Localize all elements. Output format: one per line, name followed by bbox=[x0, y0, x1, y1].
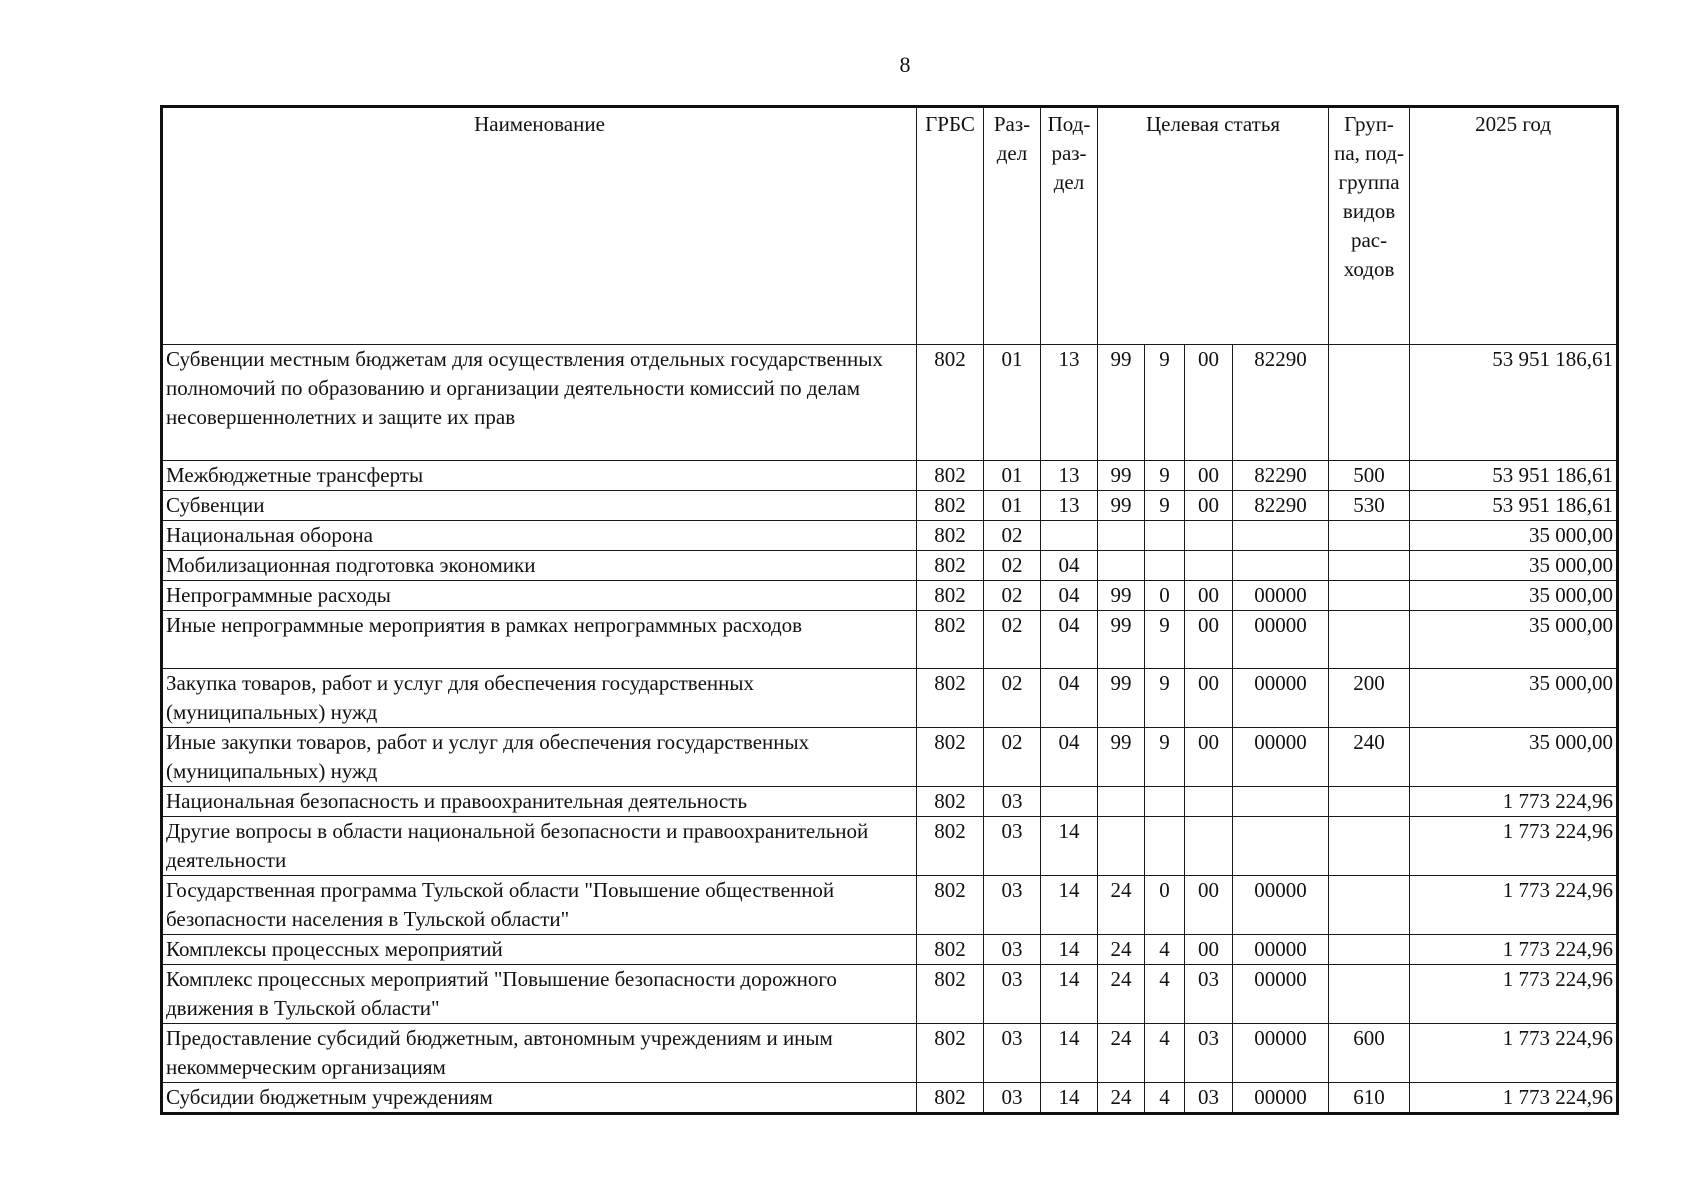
row-expense-group bbox=[1329, 581, 1410, 611]
row-target-program: 99 bbox=[1098, 461, 1145, 491]
header-razdel: Раз- дел bbox=[984, 107, 1041, 345]
row-target-subprogram bbox=[1185, 551, 1233, 581]
row-name: Предоставление субсидий бюджетным, автономным учреждениям и иным некоммерческим организациям bbox=[162, 1024, 917, 1083]
row-podrazdel: 13 bbox=[1041, 491, 1098, 521]
row-target-program: 99 bbox=[1098, 581, 1145, 611]
row-name: Другие вопросы в области национальной безопасности и правоохранительной деятельности bbox=[162, 817, 917, 876]
row-name: Субсидии бюджетным учреждениям bbox=[162, 1083, 917, 1114]
row-grbs: 802 bbox=[917, 876, 984, 935]
row-target-type: 9 bbox=[1145, 669, 1185, 728]
row-target-type bbox=[1145, 551, 1185, 581]
table-row bbox=[162, 1083, 1618, 1114]
row-amount: 1 773 224,96 bbox=[1410, 935, 1618, 965]
row-target-type: 0 bbox=[1145, 876, 1185, 935]
row-amount: 53 951 186,61 bbox=[1410, 491, 1618, 521]
row-expense-group bbox=[1329, 817, 1410, 876]
row-expense-group: 600 bbox=[1329, 1024, 1410, 1083]
row-target-direction: 00000 bbox=[1233, 935, 1329, 965]
row-target-subprogram bbox=[1185, 521, 1233, 551]
row-target-direction: 00000 bbox=[1233, 581, 1329, 611]
row-target-direction: 82290 bbox=[1233, 345, 1329, 461]
row-grbs: 802 bbox=[917, 551, 984, 581]
row-expense-group bbox=[1329, 521, 1410, 551]
page-number: 8 bbox=[899, 52, 911, 77]
row-target-program: 24 bbox=[1098, 1083, 1145, 1114]
row-target-direction: 82290 bbox=[1233, 461, 1329, 491]
row-target-direction: 00000 bbox=[1233, 876, 1329, 935]
row-target-subprogram: 00 bbox=[1185, 728, 1233, 787]
row-podrazdel: 14 bbox=[1041, 1024, 1098, 1083]
row-target-direction bbox=[1233, 817, 1329, 876]
row-name: Закупка товаров, работ и услуг для обеспечения государственных (муниципальных) нужд bbox=[162, 669, 917, 728]
header-podrazdel: Под- раз- дел bbox=[1041, 107, 1098, 345]
row-target-subprogram: 00 bbox=[1185, 581, 1233, 611]
header-row bbox=[162, 107, 1618, 345]
row-target-program: 24 bbox=[1098, 935, 1145, 965]
row-amount: 1 773 224,96 bbox=[1410, 817, 1618, 876]
table-row bbox=[162, 669, 1618, 728]
row-target-direction bbox=[1233, 551, 1329, 581]
row-name: Субвенции местным бюджетам для осуществления отдельных государственных полномочий по образованию и организации деятельности комиссий по делам несовершеннолетних и защите их прав bbox=[162, 345, 917, 461]
row-expense-group: 200 bbox=[1329, 669, 1410, 728]
table-row bbox=[162, 965, 1618, 1024]
row-podrazdel: 14 bbox=[1041, 1083, 1098, 1114]
row-grbs: 802 bbox=[917, 669, 984, 728]
row-podrazdel: 04 bbox=[1041, 611, 1098, 669]
row-name: Мобилизационная подготовка экономики bbox=[162, 551, 917, 581]
row-expense-group bbox=[1329, 345, 1410, 461]
row-amount: 53 951 186,61 bbox=[1410, 461, 1618, 491]
row-target-type: 9 bbox=[1145, 345, 1185, 461]
row-podrazdel bbox=[1041, 787, 1098, 817]
row-target-program: 99 bbox=[1098, 611, 1145, 669]
row-grbs: 802 bbox=[917, 1083, 984, 1114]
row-target-direction: 82290 bbox=[1233, 491, 1329, 521]
row-razdel: 02 bbox=[984, 551, 1041, 581]
row-podrazdel: 14 bbox=[1041, 817, 1098, 876]
header-grbs: ГРБС bbox=[917, 107, 984, 345]
table-row bbox=[162, 1024, 1618, 1083]
row-target-type: 9 bbox=[1145, 491, 1185, 521]
row-target-subprogram: 00 bbox=[1185, 876, 1233, 935]
row-name: Национальная безопасность и правоохранительная деятельность bbox=[162, 787, 917, 817]
row-razdel: 03 bbox=[984, 935, 1041, 965]
row-grbs: 802 bbox=[917, 521, 984, 551]
table-row bbox=[162, 581, 1618, 611]
row-name: Государственная программа Тульской области "Повышение общественной безопасности населения в Тульской области" bbox=[162, 876, 917, 935]
row-expense-group bbox=[1329, 551, 1410, 581]
row-podrazdel: 04 bbox=[1041, 551, 1098, 581]
row-target-direction: 00000 bbox=[1233, 669, 1329, 728]
table-row bbox=[162, 935, 1618, 965]
row-target-type: 9 bbox=[1145, 461, 1185, 491]
row-target-subprogram: 00 bbox=[1185, 461, 1233, 491]
row-amount: 35 000,00 bbox=[1410, 551, 1618, 581]
row-razdel: 03 bbox=[984, 817, 1041, 876]
row-razdel: 03 bbox=[984, 965, 1041, 1024]
row-target-subprogram: 03 bbox=[1185, 1083, 1233, 1114]
row-razdel: 02 bbox=[984, 728, 1041, 787]
row-razdel: 01 bbox=[984, 461, 1041, 491]
header-year-2025: 2025 год bbox=[1410, 107, 1618, 345]
row-target-direction: 00000 bbox=[1233, 611, 1329, 669]
row-expense-group: 530 bbox=[1329, 491, 1410, 521]
row-expense-group bbox=[1329, 787, 1410, 817]
row-podrazdel: 04 bbox=[1041, 581, 1098, 611]
row-name: Комплексы процессных мероприятий bbox=[162, 935, 917, 965]
row-target-type: 4 bbox=[1145, 1024, 1185, 1083]
row-amount: 35 000,00 bbox=[1410, 581, 1618, 611]
row-target-program: 99 bbox=[1098, 491, 1145, 521]
row-target-type bbox=[1145, 817, 1185, 876]
row-name: Комплекс процессных мероприятий "Повышение безопасности дорожного движения в Тульской области" bbox=[162, 965, 917, 1024]
row-target-program: 99 bbox=[1098, 669, 1145, 728]
row-target-subprogram bbox=[1185, 817, 1233, 876]
row-razdel: 01 bbox=[984, 345, 1041, 461]
row-razdel: 03 bbox=[984, 1024, 1041, 1083]
row-grbs: 802 bbox=[917, 728, 984, 787]
row-target-direction: 00000 bbox=[1233, 728, 1329, 787]
row-amount: 35 000,00 bbox=[1410, 669, 1618, 728]
row-target-type: 4 bbox=[1145, 1083, 1185, 1114]
row-target-subprogram: 00 bbox=[1185, 669, 1233, 728]
row-expense-group bbox=[1329, 935, 1410, 965]
row-target-program: 24 bbox=[1098, 1024, 1145, 1083]
row-podrazdel: 14 bbox=[1041, 876, 1098, 935]
row-target-subprogram: 00 bbox=[1185, 491, 1233, 521]
row-target-type: 4 bbox=[1145, 965, 1185, 1024]
row-razdel: 02 bbox=[984, 669, 1041, 728]
row-razdel: 03 bbox=[984, 876, 1041, 935]
row-target-subprogram: 00 bbox=[1185, 935, 1233, 965]
table-row bbox=[162, 728, 1618, 787]
row-target-program bbox=[1098, 787, 1145, 817]
table-row bbox=[162, 491, 1618, 521]
row-podrazdel bbox=[1041, 521, 1098, 551]
row-podrazdel: 13 bbox=[1041, 461, 1098, 491]
budget-table bbox=[160, 105, 1619, 1115]
row-name: Иные непрограммные мероприятия в рамках непрограммных расходов bbox=[162, 611, 917, 669]
table-row bbox=[162, 787, 1618, 817]
row-target-direction bbox=[1233, 521, 1329, 551]
row-target-program: 99 bbox=[1098, 345, 1145, 461]
row-target-subprogram: 03 bbox=[1185, 965, 1233, 1024]
row-target-program: 99 bbox=[1098, 728, 1145, 787]
row-razdel: 02 bbox=[984, 581, 1041, 611]
row-amount: 1 773 224,96 bbox=[1410, 1083, 1618, 1114]
row-target-type bbox=[1145, 521, 1185, 551]
row-razdel: 01 bbox=[984, 491, 1041, 521]
row-razdel: 03 bbox=[984, 787, 1041, 817]
row-grbs: 802 bbox=[917, 817, 984, 876]
row-razdel: 02 bbox=[984, 521, 1041, 551]
row-name: Субвенции bbox=[162, 491, 917, 521]
row-amount: 1 773 224,96 bbox=[1410, 1024, 1618, 1083]
row-podrazdel: 13 bbox=[1041, 345, 1098, 461]
row-target-subprogram: 00 bbox=[1185, 611, 1233, 669]
row-expense-group: 500 bbox=[1329, 461, 1410, 491]
table-row bbox=[162, 876, 1618, 935]
row-expense-group bbox=[1329, 876, 1410, 935]
row-grbs: 802 bbox=[917, 611, 984, 669]
row-target-direction: 00000 bbox=[1233, 1083, 1329, 1114]
row-grbs: 802 bbox=[917, 581, 984, 611]
row-expense-group bbox=[1329, 965, 1410, 1024]
row-amount: 1 773 224,96 bbox=[1410, 787, 1618, 817]
row-target-subprogram bbox=[1185, 787, 1233, 817]
row-target-program bbox=[1098, 521, 1145, 551]
row-target-direction: 00000 bbox=[1233, 1024, 1329, 1083]
row-razdel: 03 bbox=[984, 1083, 1041, 1114]
table-row bbox=[162, 551, 1618, 581]
row-target-program: 24 bbox=[1098, 965, 1145, 1024]
header-target-article: Целевая статья bbox=[1098, 107, 1329, 345]
row-target-program bbox=[1098, 551, 1145, 581]
row-amount: 35 000,00 bbox=[1410, 611, 1618, 669]
row-expense-group: 240 bbox=[1329, 728, 1410, 787]
row-razdel: 02 bbox=[984, 611, 1041, 669]
row-target-program bbox=[1098, 817, 1145, 876]
row-name: Национальная оборона bbox=[162, 521, 917, 551]
row-name: Межбюджетные трансферты bbox=[162, 461, 917, 491]
row-podrazdel: 04 bbox=[1041, 728, 1098, 787]
row-target-direction bbox=[1233, 787, 1329, 817]
row-name: Непрограммные расходы bbox=[162, 581, 917, 611]
row-amount: 1 773 224,96 bbox=[1410, 965, 1618, 1024]
row-target-direction: 00000 bbox=[1233, 965, 1329, 1024]
row-grbs: 802 bbox=[917, 965, 984, 1024]
row-amount: 53 951 186,61 bbox=[1410, 345, 1618, 461]
table-row bbox=[162, 461, 1618, 491]
row-grbs: 802 bbox=[917, 787, 984, 817]
row-expense-group bbox=[1329, 611, 1410, 669]
header-name: Наименование bbox=[162, 107, 917, 345]
row-target-type: 9 bbox=[1145, 728, 1185, 787]
row-grbs: 802 bbox=[917, 935, 984, 965]
row-podrazdel: 04 bbox=[1041, 669, 1098, 728]
table-row bbox=[162, 611, 1618, 669]
row-expense-group: 610 bbox=[1329, 1083, 1410, 1114]
table-row bbox=[162, 817, 1618, 876]
row-name: Иные закупки товаров, работ и услуг для обеспечения государственных (муниципальных) нужд bbox=[162, 728, 917, 787]
row-target-subprogram: 00 bbox=[1185, 345, 1233, 461]
row-target-type: 4 bbox=[1145, 935, 1185, 965]
row-target-subprogram: 03 bbox=[1185, 1024, 1233, 1083]
table-row bbox=[162, 521, 1618, 551]
row-grbs: 802 bbox=[917, 345, 984, 461]
row-target-type: 9 bbox=[1145, 611, 1185, 669]
row-podrazdel: 14 bbox=[1041, 935, 1098, 965]
row-amount: 1 773 224,96 bbox=[1410, 876, 1618, 935]
row-podrazdel: 14 bbox=[1041, 965, 1098, 1024]
row-grbs: 802 bbox=[917, 491, 984, 521]
row-amount: 35 000,00 bbox=[1410, 521, 1618, 551]
row-grbs: 802 bbox=[917, 461, 984, 491]
table-row bbox=[162, 345, 1618, 461]
row-amount: 35 000,00 bbox=[1410, 728, 1618, 787]
row-target-type bbox=[1145, 787, 1185, 817]
row-target-type: 0 bbox=[1145, 581, 1185, 611]
header-expense-group: Груп- па, под- группа видов рас- ходов bbox=[1329, 107, 1410, 345]
row-target-program: 24 bbox=[1098, 876, 1145, 935]
row-grbs: 802 bbox=[917, 1024, 984, 1083]
table-body bbox=[162, 345, 1618, 1114]
